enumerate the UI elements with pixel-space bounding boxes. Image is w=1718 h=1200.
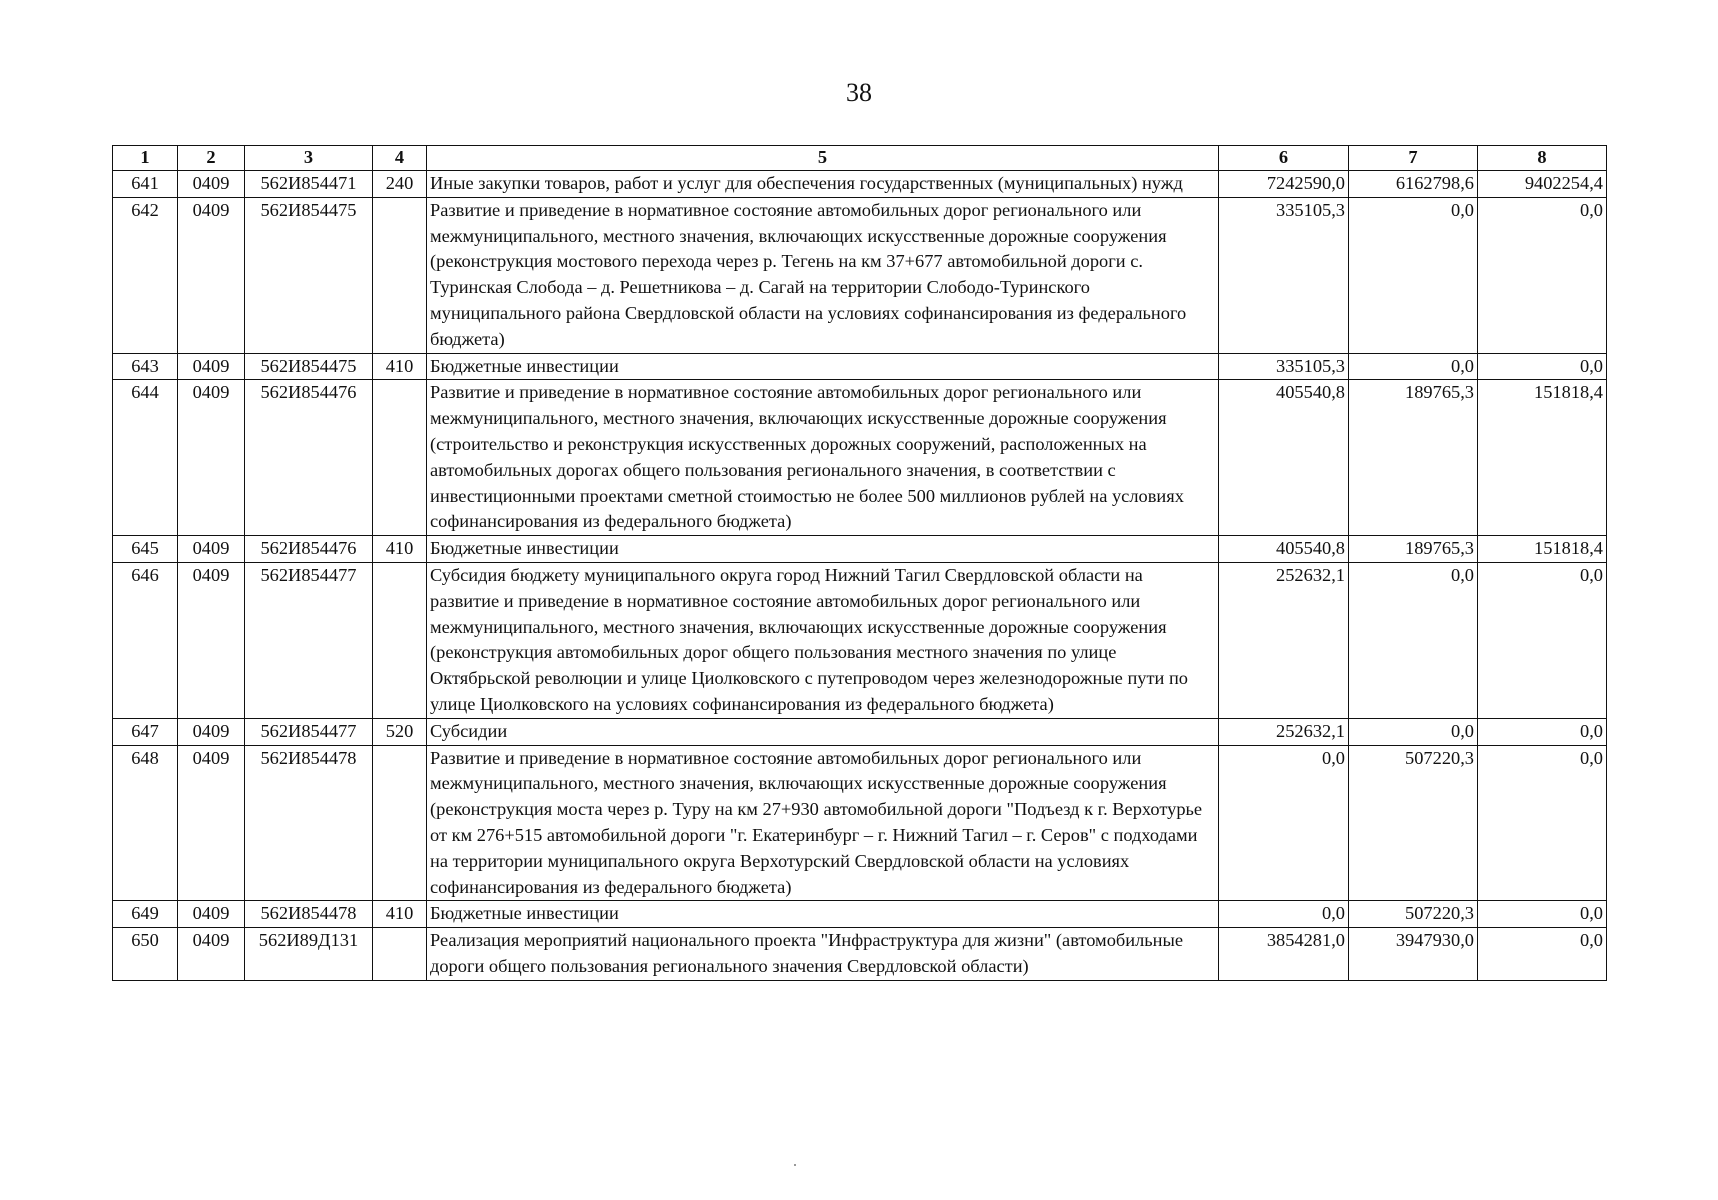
target-article-cell: 562И854477 (245, 718, 373, 745)
description-cell: Развитие и приведение в нормативное состояние автомобильных дорог регионального или межмуниципального, местного значения, включающих искусственные дорожные сооружения (реконструкция мостового перехода через р. Тегень на км 37+677 автомобильной дороги с. Туринская Слобода – д. Решетникова – д. Сагай на территории Слободо-Туринского муниципального района Свердловской области на условиях софинансирования из федерального бюджета) (427, 197, 1219, 353)
amount-col7-cell: 0,0 (1349, 718, 1478, 745)
header-cell: 4 (373, 146, 427, 171)
header-cell: 8 (1478, 146, 1607, 171)
description-cell: Реализация мероприятий национального проекта "Инфраструктура для жизни" (автомобильные дороги общего пользования регионального значения Свердловской области) (427, 928, 1219, 981)
amount-col6-cell: 3854281,0 (1219, 928, 1349, 981)
target-article-cell: 562И854475 (245, 197, 373, 353)
target-article-cell: 562И89Д131 (245, 928, 373, 981)
expense-kind-cell: 410 (373, 536, 427, 563)
target-article-cell: 562И854478 (245, 901, 373, 928)
row-number-cell: 641 (113, 171, 178, 198)
amount-col8-cell: 0,0 (1478, 928, 1607, 981)
description-cell: Субсидия бюджету муниципального округа город Нижний Тагил Свердловской области на развитие и приведение в нормативное состояние автомобильных дорог регионального или межмуниципального, местного значения, включающих искусственные дорожные сооружения (реконструкция автомобильных дорог общего пользования местного значения по улице Октябрьской революции и улице Циолковского с путепроводом через железнодорожные пути по улице Циолковского на условиях софинансирования из федерального бюджета) (427, 562, 1219, 718)
table-row (113, 197, 1607, 353)
amount-col6-cell: 405540,8 (1219, 380, 1349, 536)
header-cell: 6 (1219, 146, 1349, 171)
expense-kind-cell: 410 (373, 901, 427, 928)
scan-speck (794, 1164, 796, 1166)
amount-col8-cell: 0,0 (1478, 745, 1607, 901)
budget-table (112, 145, 1607, 981)
description-cell: Субсидии (427, 718, 1219, 745)
row-number-cell: 646 (113, 562, 178, 718)
table-row (113, 353, 1607, 380)
amount-col6-cell: 0,0 (1219, 901, 1349, 928)
row-number-cell: 642 (113, 197, 178, 353)
amount-col8-cell: 9402254,4 (1478, 171, 1607, 198)
expense-kind-cell: 410 (373, 353, 427, 380)
header-cell: 7 (1349, 146, 1478, 171)
amount-col7-cell: 3947930,0 (1349, 928, 1478, 981)
description-cell: Развитие и приведение в нормативное состояние автомобильных дорог регионального или межмуниципального, местного значения, включающих искусственные дорожные сооружения (реконструкция моста через р. Туру на км 27+930 автомобильной дороги "Подъезд к г. Верхотурье от км 276+515 автомобильной дороги "г. Екатеринбург – г. Нижний Тагил – г. Серов" с подходами на территории муниципального округа Верхотурский Свердловской области на условиях софинансирования из федерального бюджета) (427, 745, 1219, 901)
description-cell: Иные закупки товаров, работ и услуг для обеспечения государственных (муниципальных) нужд (427, 171, 1219, 198)
header-cell: 3 (245, 146, 373, 171)
amount-col7-cell: 507220,3 (1349, 901, 1478, 928)
expense-kind-cell (373, 745, 427, 901)
expense-kind-cell (373, 380, 427, 536)
amount-col8-cell: 0,0 (1478, 197, 1607, 353)
page-number: 38 (846, 78, 872, 107)
amount-col6-cell: 335105,3 (1219, 353, 1349, 380)
expense-kind-cell (373, 197, 427, 353)
target-article-cell: 562И854476 (245, 536, 373, 563)
header-cell: 2 (178, 146, 245, 171)
amount-col7-cell: 189765,3 (1349, 380, 1478, 536)
expense-kind-cell (373, 562, 427, 718)
description-cell: Развитие и приведение в нормативное состояние автомобильных дорог регионального или межмуниципального, местного значения, включающих искусственные дорожные сооружения (строительство и реконструкция искусственных дорожных сооружений, расположенных на автомобильных дорогах общего пользования регионального значения, в соответствии с инвестиционными проектами сметной стоимостью не более 500 миллионов рублей на условиях софинансирования из федерального бюджета) (427, 380, 1219, 536)
amount-col8-cell: 0,0 (1478, 901, 1607, 928)
amount-col7-cell: 0,0 (1349, 562, 1478, 718)
expense-kind-cell: 520 (373, 718, 427, 745)
section-code-cell: 0409 (178, 171, 245, 198)
amount-col8-cell: 151818,4 (1478, 536, 1607, 563)
row-number-cell: 647 (113, 718, 178, 745)
description-cell: Бюджетные инвестиции (427, 536, 1219, 563)
row-number-cell: 649 (113, 901, 178, 928)
amount-col7-cell: 189765,3 (1349, 536, 1478, 563)
amount-col6-cell: 252632,1 (1219, 718, 1349, 745)
amount-col7-cell: 0,0 (1349, 197, 1478, 353)
row-number-cell: 650 (113, 928, 178, 981)
target-article-cell: 562И854471 (245, 171, 373, 198)
table-row (113, 718, 1607, 745)
target-article-cell: 562И854476 (245, 380, 373, 536)
amount-col6-cell: 7242590,0 (1219, 171, 1349, 198)
table-row (113, 928, 1607, 981)
amount-col7-cell: 0,0 (1349, 353, 1478, 380)
header-cell: 1 (113, 146, 178, 171)
amount-col6-cell: 335105,3 (1219, 197, 1349, 353)
header-cell: 5 (427, 146, 1219, 171)
row-number-cell: 644 (113, 380, 178, 536)
amount-col6-cell: 252632,1 (1219, 562, 1349, 718)
table-row (113, 380, 1607, 536)
section-code-cell: 0409 (178, 928, 245, 981)
amount-col8-cell: 0,0 (1478, 353, 1607, 380)
table-header-row (113, 146, 1607, 171)
expense-kind-cell: 240 (373, 171, 427, 198)
section-code-cell: 0409 (178, 536, 245, 563)
table-row (113, 745, 1607, 901)
section-code-cell: 0409 (178, 353, 245, 380)
section-code-cell: 0409 (178, 901, 245, 928)
row-number-cell: 643 (113, 353, 178, 380)
amount-col7-cell: 6162798,6 (1349, 171, 1478, 198)
amount-col8-cell: 0,0 (1478, 562, 1607, 718)
amount-col8-cell: 151818,4 (1478, 380, 1607, 536)
description-cell: Бюджетные инвестиции (427, 901, 1219, 928)
table-row (113, 901, 1607, 928)
expense-kind-cell (373, 928, 427, 981)
amount-col7-cell: 507220,3 (1349, 745, 1478, 901)
amount-col6-cell: 0,0 (1219, 745, 1349, 901)
amount-col6-cell: 405540,8 (1219, 536, 1349, 563)
section-code-cell: 0409 (178, 197, 245, 353)
table-row (113, 562, 1607, 718)
table-row (113, 536, 1607, 563)
row-number-cell: 648 (113, 745, 178, 901)
section-code-cell: 0409 (178, 562, 245, 718)
section-code-cell: 0409 (178, 718, 245, 745)
amount-col8-cell: 0,0 (1478, 718, 1607, 745)
target-article-cell: 562И854475 (245, 353, 373, 380)
target-article-cell: 562И854478 (245, 745, 373, 901)
row-number-cell: 645 (113, 536, 178, 563)
table-row (113, 171, 1607, 198)
section-code-cell: 0409 (178, 380, 245, 536)
target-article-cell: 562И854477 (245, 562, 373, 718)
section-code-cell: 0409 (178, 745, 245, 901)
description-cell: Бюджетные инвестиции (427, 353, 1219, 380)
